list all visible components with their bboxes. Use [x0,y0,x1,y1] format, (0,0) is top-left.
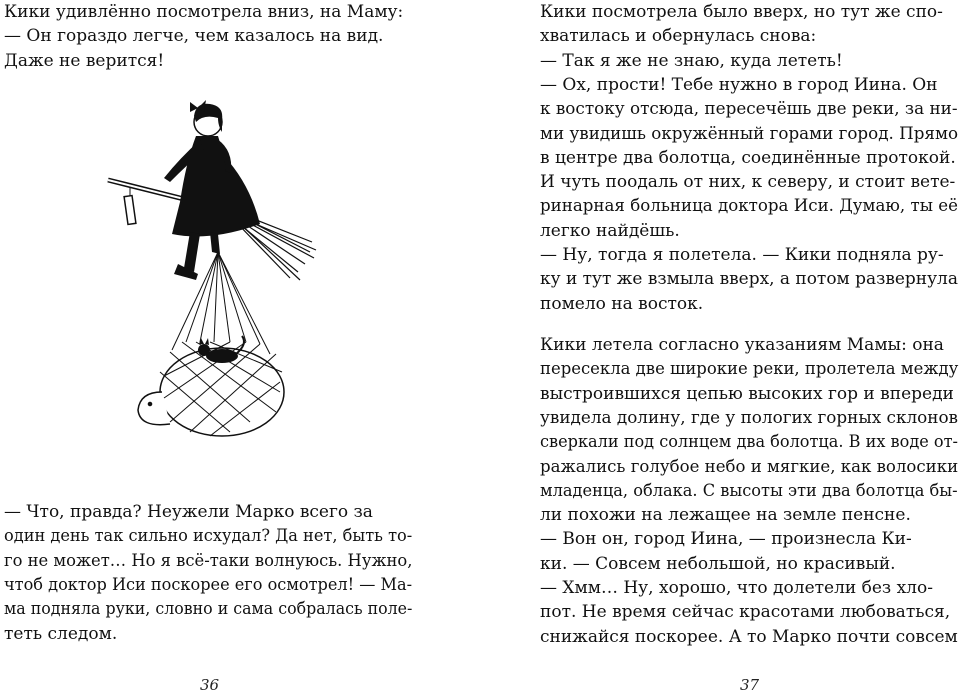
text-line: к востоку отсюда, пересечёшь две реки, за ни- [540,99,958,120]
text-line: чтоб доктор Иси поскорее его осмотрел! — Ма- [4,574,413,595]
text-line: ринарная больница доктора Иси. Думаю, ты её [540,196,958,217]
text-line: ми увидишь окружённый горами город. Прямо [540,123,959,144]
witch-figure [164,100,260,280]
text-line: ки. — Совсем небольшой, но красивый. [540,553,896,574]
page-number-right: 37 [740,676,760,694]
text-line: Кики летела согласно указаниям Мамы: она [540,335,944,355]
text-line: пот. Не время сейчас красотами любоваться, [540,602,951,623]
witch-on-broom-carrying-hippo-in-net-illustration [100,92,340,484]
page-number-left: 36 [200,676,220,694]
text-line: ку и тут же взмыла вверх, а потом развернула [540,269,958,290]
text-line: младенца, облака. С высоты эти два болотца бы- [540,480,958,501]
text-line: ражались голубое небо и мягкие, как волосики [540,456,959,477]
text-line: Даже не верится! [4,50,165,71]
text-line: легко найдёшь. [540,220,680,241]
text-line: Кики удивлённо посмотрела вниз, на Маму: [4,2,404,22]
text-line: — Что, правда? Неужели Марко всего за [4,502,373,522]
text-line: помело на восток. [540,293,704,314]
text-line: И чуть поодаль от них, к северу, и стоит вете- [540,172,956,193]
text-line: выстроившихся цепью высоких гор и впереди [540,383,954,404]
text-line: Кики посмотрела было вверх, но тут же спо- [540,2,943,22]
text-line: пересекла две широкие реки, пролетела между [540,359,959,380]
text-line: — Ох, прости! Тебе нужно в город Иина. Он [540,74,938,95]
text-line: хватилась и обернулась снова: [540,26,817,47]
text-line: — Вон он, город Иина, — произнесла Ки- [540,529,912,550]
text-line: — Так я же не знаю, куда лететь! [540,50,843,71]
text-line: — Хмм… Ну, хорошо, что долетели без хло- [540,578,933,598]
text-line: ли похожи на лежащее на земле пенсне. [540,505,911,526]
text-line: в центре два болотца, соединённые протокой. [540,147,956,168]
text-line: один день так сильно исхудал? Да нет, быть то- [4,526,413,547]
net-with-hippo [138,336,284,436]
text-line: — Ну, тогда я полетела. — Кики подняла ру- [540,245,944,265]
text-line: сверкали под солнцем два болотца. В их воде от- [540,432,958,453]
text-line: го не может… Но я всё-таки волнуюсь. Нужно, [4,550,413,571]
right-page [480,0,960,696]
text-line: ма подняла руки, словно и сама собралась полe- [4,599,413,620]
text-line: теть следом. [4,623,118,644]
text-line: — Он гораздо легче, чем казалось на вид. [4,26,384,47]
text-line: снижайся поскорее. А то Марко почти совсем [540,626,958,647]
text-line: увидела долину, где у пологих горных склонов [540,407,959,428]
